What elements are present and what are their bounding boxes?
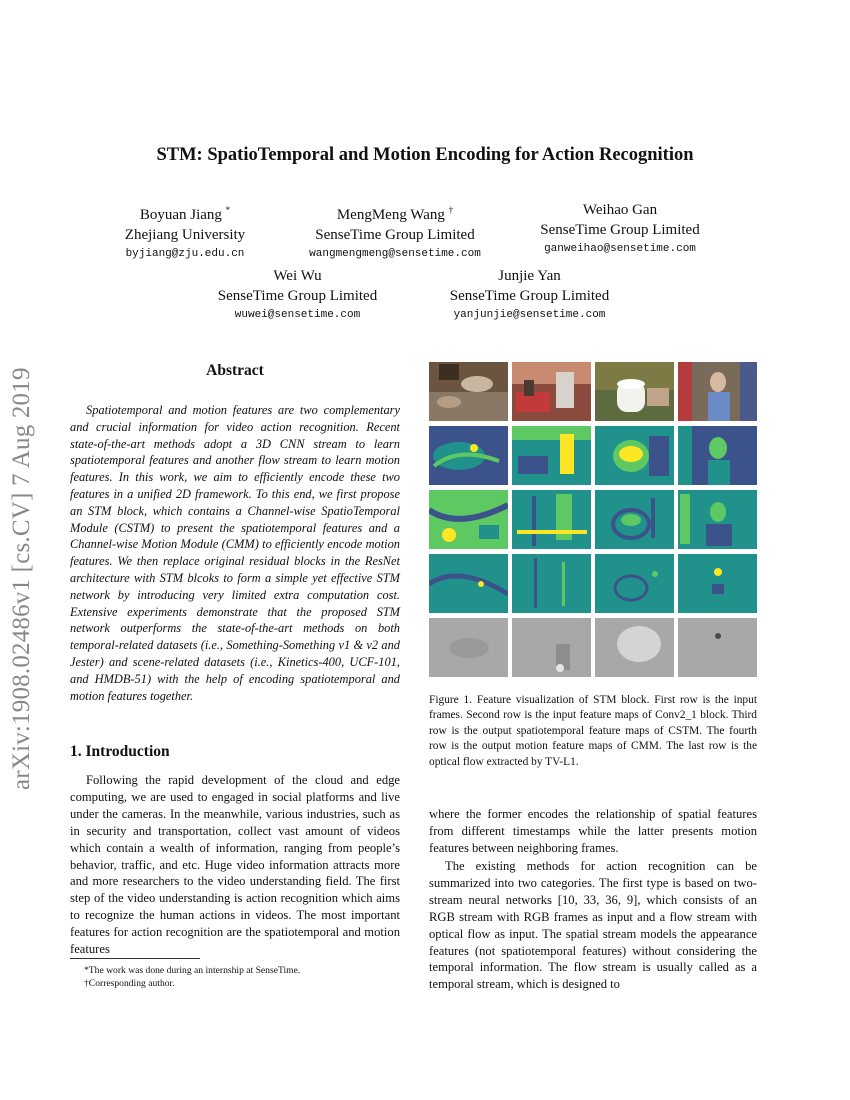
cmm-output-image [678,554,757,613]
input-frame-image [595,362,674,421]
author-name: Wei Wu [273,268,322,284]
author-email[interactable]: wuwei@sensetime.com [234,309,361,321]
right-column-paragraph: The existing methods for action recognition can be summarized into two categories. The first type is based on two-stream neural networks [10, 33, 36, 9], which consists of an RGB stream with RGB frames as input and a flow stream with optical flow as input. The spatial stream models the appearance features (not spatiotemporal features) without considering the temporal information. The flow stream is usually called as a temporal stream, which is designed to [429,859,757,992]
author-name: Boyuan Jiang [139,207,222,223]
author-affiliation: SenseTime Group Limited [217,288,378,304]
section-heading-introduction: 1. Introduction [70,743,170,760]
author-affiliation: SenseTime Group Limited [315,227,475,243]
author-affiliation: Zhejiang University [124,227,246,243]
input-frame-image [429,362,508,421]
optical-flow-image [595,618,674,677]
author-email[interactable]: ganweihao@sensetime.com [544,243,696,255]
figure-caption: Figure 1. Feature visualization of STM block. First row is the input frames. Second row is the input feature maps of Conv2_1 block. Third row is the output spatiotemporal feature maps of CSTM. The fourth row is the output motion feature maps of CMM. The last row is the optical flow extracted by TV-L1. [429,694,757,768]
cstm-output-image [595,490,674,549]
author-block [285,200,505,263]
author-block [520,200,720,258]
footnote: *The work was done during an internship at SenseTime. [84,965,301,976]
author-block [432,266,627,324]
footnotes [70,964,300,990]
feature-map-image [429,426,508,485]
footnote-rule [70,958,200,959]
introduction-paragraph: Following the rapid development of the cloud and edge computing, we are used to engaged in social platforms and live under the cameras. In the meanwhile, various industries, such as in security and transportation, collect vast amount of videos which contain a wealth of information, ranging from people’s behavior, traffic, and etc. Huge video information attracts more and more researchers to the video understanding field. The first step of the video understanding is action recognition which aims to recognize the human actions in videos. The most important features for action recognition are the spatiotemporal and motion features [70,773,400,957]
author-affiliation: SenseTime Group Limited [449,288,610,304]
author-email[interactable]: yanjunjie@sensetime.com [453,309,606,321]
figure-feature-visualization [429,362,757,680]
author-block [100,200,270,263]
author-name: Junjie Yan [498,268,561,284]
feature-map-image [678,426,757,485]
author-name: MengMeng Wang [336,207,445,223]
right-column-paragraph: where the former encodes the relationship of spatial features from different timestamps while the latter presents motion features between neighboring frames. [429,807,757,855]
author-mark: † [448,205,454,215]
optical-flow-image [429,618,508,677]
cmm-output-image [595,554,674,613]
optical-flow-image [512,618,591,677]
author-email[interactable]: wangmengmeng@sensetime.com [309,248,481,260]
author-block [200,266,395,324]
arxiv-stamp [8,210,48,790]
abstract-heading: Abstract [206,362,264,379]
input-frame-image [678,362,757,421]
author-name: Weihao Gan [582,202,658,218]
abstract-text: Spatiotemporal and motion features are two complementary and crucial information for video action recognition. Recent state-of-the-art methods adopt a 3D CNN stream to learn spatiotemporal features and another flow stream to learn motion features. In this work, we aim to efficiently encode these two features in a unified 2D framework. To this end, we first propose an STM block, which contains a Channel-wise SpatioTemporal Module (CSTM) to present the spatiotemporal features and a Channel-wise Motion Module (CMM) to efficiently encode motion features. We then replace original residual blocks in the ResNet architecture with STM blcoks to form a simple yet effective STM network by introducing very limited extra computation cost. Extensive experiments demonstrate that the proposed STM network outperforms the state-of-the-art methods on both temporal-related datasets (i.e., Something-Something v1 & v2 and Jester) and scene-related datasets (i.e., Kinetics-400, UCF-101, and HMDB-51) with the help of encoding spatiotemporal and motion features together. [70,403,400,703]
author-affiliation: SenseTime Group Limited [540,222,700,238]
cstm-output-image [512,490,591,549]
cmm-output-image [512,554,591,613]
paper-title: STM: SpatioTemporal and Motion Encoding for Action Recognition [156,145,694,165]
cstm-output-image [429,490,508,549]
optical-flow-image [678,618,757,677]
author-mark: * [225,205,231,215]
footnote: †Corresponding author. [84,978,175,989]
feature-map-image [512,426,591,485]
author-email[interactable]: byjiang@zju.edu.cn [125,248,245,260]
input-frame-image [512,362,591,421]
cmm-output-image [429,554,508,613]
cstm-output-image [678,490,757,549]
feature-map-image [595,426,674,485]
arxiv-stamp-text: arXiv:1908.02486v1 [cs.CV] 7 Aug 2019 [8,367,35,790]
